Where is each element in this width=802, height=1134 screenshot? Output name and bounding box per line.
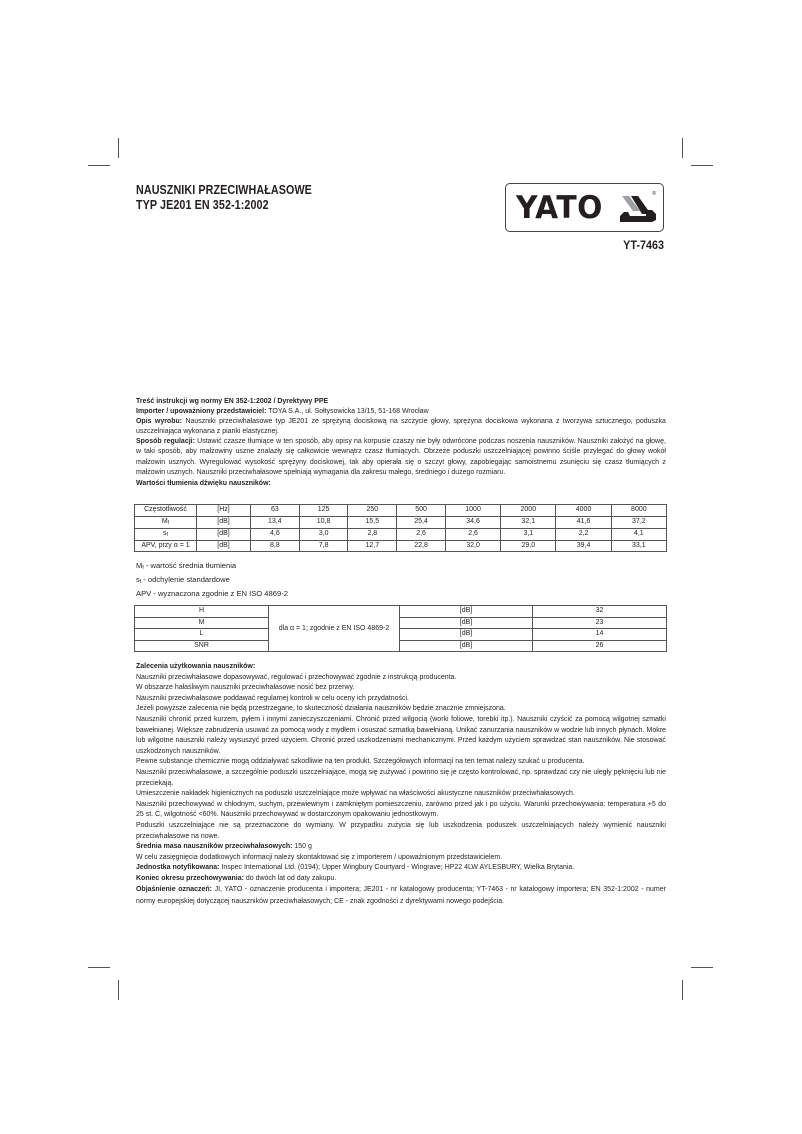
table-cell: 25,4: [397, 516, 446, 528]
table-cell: H: [135, 606, 269, 618]
table-cell: 4,1: [611, 528, 666, 540]
table-row: [135, 528, 667, 540]
snr-table: [134, 605, 667, 652]
table-legend: [136, 560, 288, 600]
instruction-heading: Treść instrukcji wg normy EN 352-1:2002 / Dyrektywy PPE: [136, 396, 329, 405]
intro-section: [136, 396, 666, 488]
crop-mark: [118, 138, 119, 158]
table-cell: 2000: [501, 505, 556, 517]
usage-paragraph: Nauszniki przeciwhałasowe poddawać regularnej kontroli w celu oceny ich przydatności.: [136, 692, 409, 702]
table-cell: M: [135, 617, 269, 629]
table-cell: 15,5: [348, 516, 397, 528]
attenuation-table: [134, 504, 667, 552]
table-cell: [dB]: [400, 629, 533, 641]
table-cell: [dB]: [197, 516, 251, 528]
table-cell: 22,8: [397, 540, 446, 552]
table-cell: 3,1: [501, 528, 556, 540]
table-cell-note: dla α = 1; zgodnie z EN ISO 4869-2: [269, 606, 400, 652]
table-cell: 63: [251, 505, 300, 517]
storage-value: do dwóch lat od daty zakupu.: [243, 872, 337, 882]
table-row: [135, 617, 667, 629]
table-cell: [dB]: [400, 640, 533, 652]
table-cell: 34,6: [445, 516, 500, 528]
table-row: [135, 606, 667, 618]
contact-info: W celu zasięgnięcia dodatkowych informacji należy skontaktować się z importerem / upoważnionym przedstawicielem.: [136, 851, 503, 861]
table-cell: 14: [533, 629, 667, 641]
usage-paragraph: Umieszczenie nakładek higienicznych na poduszki uszczelniające może wpływać na właściwości akustyczne nauszników przeciwhałasowych.: [136, 788, 575, 798]
table-cell: Częstotliwość: [135, 505, 197, 517]
table-cell: 2,2: [556, 528, 611, 540]
title-line-2: TYP JE201 EN 352-1:2002: [136, 198, 269, 212]
table-cell: SNR: [135, 640, 269, 652]
usage-paragraph: Nauszniki chronić przed kurzem, pyłem i innymi zanieczyszczeniami. Chronić przed wilgocią (worki foliowe, torebki itp.). Nauszniki czyścić za pomocą wilgotnej szmatki bawełnianej. Większe zabrudzenia usuwać za pomocą wody z mydłem i osuszać szmatką bawełnianą. Unikać zanurzania nauszników w wodzie lub innych płynach. Mokre lub wilgotne nauszniki należy wysuszyć przed użyciem. Chronić przed uszkodzeniami mechanicznymi. Przed każdym użyciem sprawdzać stan nauszników. Nie stosować uszkodzonych nauszników.: [136, 713, 666, 755]
table-cell: 26: [533, 640, 667, 652]
title-line-1: NAUSZNIKI PRZECIWHAŁASOWE: [136, 183, 312, 197]
table-cell: 8,8: [251, 540, 300, 552]
table-cell: 10,8: [299, 516, 348, 528]
adjust-value: Ustawić czasze tłumiące w ten sposób, aby opisy na korpusie czaszy nie były odwrócone podczas noszenia nauszników. Nauszniki założyć na głowę, w taki sposób, aby małżowiny uszne znalazły się całkowicie wewnątrz czasz tłumiących. Obrzeże poduszki uszczelniającej powinno ściśle przylegać do głowy wokół małżowin usznych. Wyregulować wysokość sprężyny dociskowej, tak aby opierała się o szczyt głowy, zapobiegając samoistnemu zsunięciu się czasz tłumiących z małżowin usznych. Nauszniki przeciwhałasowe spełniają wymagania dla zakresu małego, średniego i dużego rozmiaru.: [136, 435, 666, 477]
usage-heading: Zalecenia użytkowania nauszników:: [136, 661, 256, 670]
document-title: [136, 183, 312, 213]
table-cell: 2,8: [348, 528, 397, 540]
table-cell: 37,2: [611, 516, 666, 528]
crop-mark: [88, 967, 110, 968]
mass-value: 150 g: [292, 841, 312, 851]
table-cell: 3,0: [299, 528, 348, 540]
table-cell: [dB]: [197, 528, 251, 540]
table-cell: 41,6: [556, 516, 611, 528]
table-cell: 33,1: [611, 540, 666, 552]
table-row: [135, 640, 667, 652]
table-cell: APV, przy α = 1: [135, 540, 197, 552]
crop-mark: [682, 980, 683, 1000]
table-cell: $M_f$: [135, 516, 197, 528]
usage-paragraph: Jeżeli powyższe zalecenia nie będą przestrzegane, to skuteczność działania nauszników będzie znacznie zmniejszona.: [136, 703, 506, 713]
brand-name: YATO: [516, 189, 603, 226]
wrench-logo-icon: [618, 194, 658, 222]
table-cell: 250: [348, 505, 397, 517]
crop-mark: [118, 980, 119, 1000]
attenuation-heading: Wartości tłumienia dźwięku nauszników:: [136, 478, 271, 487]
table-cell: [dB]: [400, 606, 533, 618]
table-cell: 23: [533, 617, 667, 629]
table-cell: 2,6: [397, 528, 446, 540]
crop-mark: [691, 165, 713, 166]
table-cell: 32: [533, 606, 667, 618]
importer-value: TOYA S.A., ul. Sołtysowicka 13/15, 51-168 Wrocław: [266, 405, 429, 415]
brand-logo: [505, 183, 664, 232]
table-row: [135, 516, 667, 528]
usage-paragraph: Nauszniki przeciwhałasowe dopasowywać, regulować i przechowywać zgodnie z instrukcją producenta.: [136, 671, 457, 681]
table-row: [135, 540, 667, 552]
table-row: [135, 505, 667, 517]
description-value: Nauszniki przeciwhałasowe typ JE201 ze sprężyną dociskową na szczycie głowy, sprężyna dociskowa wykonana z tworzywa sztucznego, poduszka uszczelniająca wykonana z pianki elastycznej.: [136, 415, 666, 435]
model-number: YT-7463: [623, 238, 664, 252]
table-cell: 13,4: [251, 516, 300, 528]
table-cell: 1000: [445, 505, 500, 517]
table-cell: [Hz]: [197, 505, 251, 517]
legend-line: $s_f$ - odchylenie standardowe: [136, 575, 230, 585]
table-cell: [dB]: [400, 617, 533, 629]
usage-paragraph: Poduszki uszczelniające nie są przeznaczone do wymiany. W przypadku zużycia się lub uszkodzenia poduszek uszczelniających należy wymienić nauszniki przeciwhałasowe na nowe.: [136, 819, 666, 840]
crop-mark: [682, 138, 683, 158]
table-cell: L: [135, 629, 269, 641]
table-cell: 12,7: [348, 540, 397, 552]
legend-line: APV - wyznaczona zgodnie z EN ISO 4869-2: [136, 589, 288, 598]
table-cell: 2,6: [445, 528, 500, 540]
table-cell: 29,0: [501, 540, 556, 552]
storage-label: Koniec okresu przechowywania:: [136, 872, 244, 882]
notified-body-value: Inspec International Ltd. (0194); Upper Wingbury Courtyard - Wingrave; HP22 4LW AYLESBURY, Wielka Brytania.: [219, 862, 575, 872]
adjust-label: Sposób regulacji:: [136, 435, 195, 445]
table-cell: 32,0: [445, 540, 500, 552]
notified-body-label: Jednostka notyfikowana:: [136, 862, 220, 872]
table-cell: 32,1: [501, 516, 556, 528]
table-cell: 7,8: [299, 540, 348, 552]
table-cell: 8000: [611, 505, 666, 517]
importer-label: Importer / upoważniony przedstawiciel:: [136, 405, 267, 415]
usage-paragraph: Nauszniki przechowywać w chłodnym, suchym, przewiewnym i zamkniętym pomieszczeniu, zarówno przed jak i po użyciu. Warunki przechowywania: temperatura +5 do 25 st. C, wilgotność <60%. Nauszniki przechowywać w dostarczonym opakowaniu jednostkowym.: [136, 798, 666, 819]
table-cell: 39,4: [556, 540, 611, 552]
description-label: Opis wyrobu:: [136, 415, 183, 425]
legend-line: $M_f$ - wartość średnia tłumienia: [136, 561, 237, 571]
table-cell: $s_f$: [135, 528, 197, 540]
mass-label: Średnia masa nauszników przeciwhałasowych:: [136, 841, 293, 851]
table-cell: 4000: [556, 505, 611, 517]
table-cell: 4,6: [251, 528, 300, 540]
usage-paragraph: Pewne substancje chemicznie mogą oddziaływać szkodliwie na ten produkt. Szczegółowych informacji na ten temat należy szukać u producenta.: [136, 756, 585, 766]
crop-mark: [691, 967, 713, 968]
usage-section: [136, 661, 666, 907]
table-cell: [dB]: [197, 540, 251, 552]
usage-paragraph: Nauszniki przeciwhałasowe, a szczególnie poduszki uszczelniające, mogą się zużywać i powinno się je często kontrolować, np. sprawdzać czy nie uległy pęknięciu lub nie przeciekają.: [136, 766, 666, 787]
table-row: [135, 629, 667, 641]
markings-label: Objaśnienie oznaczeń:: [136, 884, 212, 894]
markings-value: JI, YATO - oznaczenie producenta i importera; JE201 - nr katalogowy producenta; YT-7463 - nr katalogowy importera; EN 352-1:2002 - numer normy europejskiej dotyczącej nauszników przeciwhałasowych; CE - znak zgodności z dyrektywami nowego podejścia.: [136, 884, 666, 906]
registered-mark: ®: [652, 191, 656, 197]
crop-mark: [88, 165, 110, 166]
usage-paragraph: W obszarze hałaśliwym nauszniki przeciwhałasowe nosić bez przerwy.: [136, 682, 355, 692]
table-cell: 500: [397, 505, 446, 517]
table-cell: 125: [299, 505, 348, 517]
